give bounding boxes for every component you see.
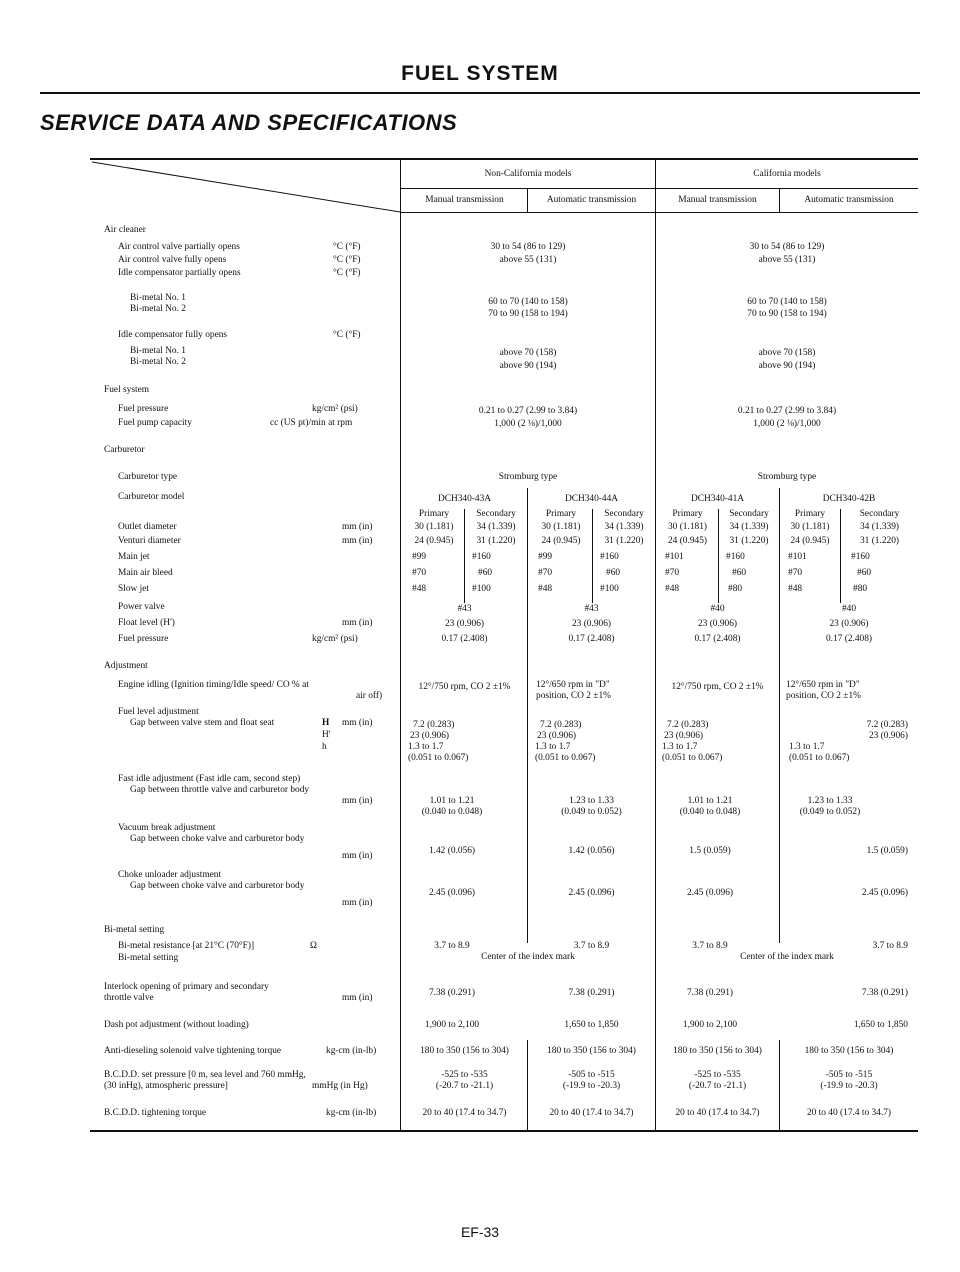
val-ca-bm-f2: above 90 (194)	[758, 361, 816, 371]
label-bcdd-torque: B.C.D.D. tightening torque	[104, 1108, 207, 1118]
val-nc-stromburg: Stromburg type	[498, 472, 558, 482]
unit-bcdd: mmHg (in Hg)	[312, 1081, 368, 1091]
label-dash-pot: Dash pot adjustment (without loading)	[104, 1020, 249, 1030]
cell-bcdd-2a: -505 to -515	[568, 1070, 615, 1080]
cell-mainjet-s4: #160	[851, 552, 870, 562]
cell-venturi-p3: 24 (0.945)	[667, 536, 708, 546]
cell-sj-p1: #48	[412, 584, 427, 594]
cell-idle-4b: position, CO 2 ±1%	[786, 691, 861, 701]
cell-mainjet-p1: #99	[412, 552, 427, 562]
unit-gap-throttle: mm (in)	[342, 796, 373, 806]
val-nc-pump: 1,000 (2 ⅛)/1,000	[494, 419, 562, 429]
val-nc-air1: 30 to 54 (86 to 129)	[490, 242, 566, 252]
cell-hp-4: 23 (0.906)	[868, 731, 908, 741]
cell-hp-2: 23 (0.906)	[537, 731, 577, 741]
cell-float-4: 23 (0.906)	[829, 619, 869, 629]
cell-mab-p2: #70	[538, 568, 553, 578]
cell-venturi-s1: 31 (1.220)	[476, 536, 516, 546]
cell-mainjet-p4: #101	[788, 552, 807, 562]
label-interlock-2: throttle valve	[104, 993, 154, 1003]
label-bcdd-1: B.C.D.D. set pressure [0 m, sea level and 760 mmHg,	[104, 1070, 306, 1080]
label-fast-idle: Fast idle adjustment (Fast idle cam, second step)	[118, 774, 301, 784]
label-gap-choke-2: Gap between choke valve and carburetor body	[130, 881, 305, 891]
cell-pv-4: #40	[841, 604, 857, 614]
unit-fuel-pump: cc (US pt)/min at rpm	[270, 418, 353, 428]
cell-sj-p2: #48	[538, 584, 553, 594]
cell-fp2-1: 0.17 (2.408)	[441, 634, 488, 644]
unit-air-partial: °C (°F)	[333, 242, 361, 252]
unit-interlock: mm (in)	[342, 993, 373, 1003]
label-bimetal1-partial: Bi-metal No. 1	[130, 293, 186, 303]
cell-res-3: 3.7 to 8.9	[692, 941, 728, 951]
val-ca-fuel-p: 0.21 to 0.27 (2.99 to 3.84)	[737, 406, 837, 416]
label-bimetal1-fully: Bi-metal No. 1	[130, 346, 186, 356]
unit-air-fully: °C (°F)	[333, 255, 361, 265]
header-ca-manual: Manual transmission	[678, 195, 757, 205]
cell-mainjet-p2: #99	[538, 552, 553, 562]
cell-il-4: 7.38 (0.291)	[861, 988, 908, 998]
table-bottom-rule	[90, 1130, 918, 1132]
header-rule	[40, 92, 920, 94]
cell-hp-1: 23 (0.906)	[410, 731, 450, 741]
label-air-fully: Air control valve fully opens	[118, 255, 227, 265]
label-air-off: air off)	[356, 691, 383, 701]
cell-pv-2: #43	[584, 604, 599, 614]
val-nc-bm-f1: above 70 (158)	[499, 348, 557, 358]
label-bimetal-setting-hdr: Bi-metal setting	[104, 925, 165, 935]
cell-mainjet-p3: #101	[665, 552, 684, 562]
cell-fi-3a: 1.01 to 1.21	[687, 796, 733, 806]
cell-bcdd-1b: (-20.7 to -21.1)	[435, 1081, 494, 1091]
cell-bt-4: 20 to 40 (17.4 to 34.7)	[806, 1108, 892, 1118]
label-power-valve: Power valve	[118, 602, 165, 612]
unit-bcdd-torque: kg-cm (in-lb)	[326, 1108, 377, 1118]
cell-fi-4a: 1.23 to 1.33	[807, 796, 853, 806]
unit-idle-fully: °C (°F)	[333, 330, 361, 340]
header-bottom-rule	[400, 212, 918, 213]
cell-venturi-s2: 31 (1.220)	[604, 536, 644, 546]
ps-secondary-4: Secondary	[859, 509, 900, 519]
cell-vb-4: 1.5 (0.059)	[866, 846, 908, 856]
label-bimetal-resistance: Bi-metal resistance [at 21°C (70°F)]	[118, 941, 255, 951]
val-ca-bm-p2: 70 to 90 (158 to 194)	[747, 309, 827, 319]
cell-h-3: 7.2 (0.283)	[667, 720, 709, 730]
cell-hs-1b: (0.051 to 0.067)	[408, 753, 469, 763]
unit-fuel-pressure: kg/cm² (psi)	[312, 404, 358, 414]
cell-cu-2: 2.45 (0.096)	[568, 888, 615, 898]
cell-pv-3: #40	[710, 604, 725, 614]
ps-secondary-3: Secondary	[729, 509, 769, 519]
cell-venturi-s4: 31 (1.220)	[859, 536, 900, 546]
cell-center-ca: Center of the index mark	[740, 952, 834, 962]
cell-cu-4: 2.45 (0.096)	[861, 888, 908, 898]
cell-float-1: 23 (0.906)	[444, 619, 485, 629]
cell-hs-1a: 1.3 to 1.7	[408, 742, 444, 752]
cell-hs-2b: (0.051 to 0.067)	[535, 753, 596, 763]
label-carb-model: Carburetor model	[118, 492, 185, 502]
cell-res-1: 3.7 to 8.9	[434, 941, 470, 951]
label-fuel-level-adj: Fuel level adjustment	[118, 707, 199, 717]
cell-ads-1: 180 to 350 (156 to 304)	[420, 1046, 509, 1056]
val-ca-pump: 1,000 (2 ⅛)/1,000	[753, 419, 821, 429]
unit-venturi: mm (in)	[342, 536, 373, 546]
ps-primary-4: Primary	[794, 509, 826, 519]
val-ca-bm-p1: 60 to 70 (140 to 158)	[747, 297, 827, 307]
unit-outlet: mm (in)	[342, 522, 373, 532]
val-model-44a: DCH340-44A	[564, 494, 619, 504]
cell-vb-3: 1.5 (0.059)	[689, 846, 731, 856]
cell-ads-3: 180 to 350 (156 to 304)	[673, 1046, 762, 1056]
label-fuel-pressure: Fuel pressure	[118, 404, 169, 414]
ps-secondary-1: Secondary	[476, 509, 516, 519]
header-non-california: Non-California models	[484, 169, 572, 179]
label-fuel-pump: Fuel pump capacity	[118, 418, 192, 428]
label-anti-dieseling: Anti-dieseling solenoid valve tightening torque	[104, 1046, 282, 1056]
cell-bt-1: 20 to 40 (17.4 to 34.7)	[422, 1108, 507, 1118]
cell-venturi-s3: 31 (1.220)	[729, 536, 769, 546]
label-main-jet: Main jet	[118, 552, 150, 562]
ps-primary-1: Primary	[418, 509, 450, 519]
cell-fi-4b: (0.049 to 0.052)	[799, 807, 861, 817]
col-divider-nc-mid	[527, 488, 528, 943]
cell-fi-2b: (0.049 to 0.052)	[561, 807, 622, 817]
cell-h-2: 7.2 (0.283)	[540, 720, 582, 730]
corner-diagonal	[90, 160, 402, 215]
cell-bcdd-1a: -525 to -535	[441, 1070, 488, 1080]
cell-res-2: 3.7 to 8.9	[573, 941, 610, 951]
label-idle-partial: Idle compensator partially opens	[118, 268, 241, 278]
cell-sj-s1: #100	[472, 584, 491, 594]
label-outlet: Outlet diameter	[118, 522, 177, 532]
label-carburetor: Carburetor	[104, 445, 145, 455]
unit-float-level: mm (in)	[342, 618, 373, 628]
val-model-42b: DCH340-42B	[822, 494, 876, 504]
val-nc-air2: above 55 (131)	[499, 255, 557, 265]
cell-idle-2b: position, CO 2 ±1%	[536, 691, 611, 701]
cell-bcdd-3b: (-20.7 to -21.1)	[688, 1081, 747, 1091]
label-gap-throttle: Gap between throttle valve and carburetor body	[130, 785, 310, 795]
cell-h-4: 7.2 (0.283)	[866, 720, 908, 730]
label-idle-fully: Idle compensator fully opens	[118, 330, 228, 340]
cell-outlet-p3: 30 (1.181)	[667, 522, 708, 532]
val-nc-bm-p2: 70 to 90 (158 to 194)	[488, 309, 568, 319]
cell-hs-2a: 1.3 to 1.7	[535, 742, 571, 752]
unit-gap-choke-2: mm (in)	[342, 898, 373, 908]
cell-outlet-p1: 30 (1.181)	[414, 522, 454, 532]
cell-sj-p4: #48	[788, 584, 803, 594]
cell-ads-2: 180 to 350 (156 to 304)	[547, 1046, 636, 1056]
cell-outlet-p2: 30 (1.181)	[541, 522, 581, 532]
val-ca-air2: above 55 (131)	[758, 255, 816, 265]
cell-outlet-p4: 30 (1.181)	[790, 522, 830, 532]
cell-bcdd-2b: (-19.9 to -20.3)	[562, 1081, 621, 1091]
label-fuel-system: Fuel system	[104, 385, 150, 395]
ps-primary-3: Primary	[672, 509, 703, 519]
cell-hs-4b: (0.051 to 0.067)	[789, 753, 850, 763]
cell-hs-3b: (0.051 to 0.067)	[662, 753, 723, 763]
label-float-level: Float level (H')	[118, 618, 175, 628]
label-vacuum-break: Vacuum break adjustment	[118, 823, 216, 833]
cell-sj-s3: #80	[728, 584, 743, 594]
cell-ads-4: 180 to 350 (156 to 304)	[804, 1046, 894, 1056]
cell-dp-1: 1,900 to 2,100	[424, 1020, 480, 1030]
label-bimetal2-fully: Bi-metal No. 2	[130, 357, 186, 367]
cell-mab-s3: #60	[732, 568, 747, 578]
ps-secondary-2: Secondary	[604, 509, 644, 519]
label-main-air: Main air bleed	[118, 568, 173, 578]
label-engine-idling: Engine idling (Ignition timing/Idle speed/ CO % at	[118, 680, 309, 690]
unit-gap-choke: mm (in)	[342, 851, 373, 861]
label-gap-valve-float: Gap between valve stem and float seat	[130, 718, 275, 728]
val-model-41a: DCH340-41A	[690, 494, 745, 504]
unit-idle-partial: °C (°F)	[333, 268, 361, 278]
val-nc-bm-p1: 60 to 70 (140 to 158)	[488, 297, 568, 307]
cell-bt-3: 20 to 40 (17.4 to 34.7)	[675, 1108, 760, 1118]
cell-bcdd-4b: (-19.9 to -20.3)	[820, 1081, 878, 1091]
header-california: California models	[753, 169, 821, 179]
cell-idle-1: 12°/750 rpm, CO 2 ±1%	[418, 682, 511, 692]
cell-mab-p4: #70	[788, 568, 803, 578]
label-bcdd-2: (30 inHg), atmospheric pressure]	[104, 1081, 228, 1091]
cell-outlet-s1: 34 (1.339)	[476, 522, 516, 532]
label-interlock-1: Interlock opening of primary and secondary	[104, 982, 269, 992]
cell-dp-2: 1,650 to 1,850	[564, 1020, 619, 1030]
cell-idle-2a: 12°/650 rpm in "D"	[536, 680, 610, 690]
header-divider	[400, 188, 918, 189]
unit-anti-dieseling: kg-cm (in-lb)	[326, 1046, 377, 1056]
label-h-prime: H'	[322, 730, 331, 740]
label-fuel-pressure-2: Fuel pressure	[118, 634, 169, 644]
cell-il-1: 7.38 (0.291)	[428, 988, 476, 998]
col-divider-ca-mid	[779, 488, 780, 943]
cell-outlet-s3: 34 (1.339)	[729, 522, 769, 532]
cell-mab-p3: #70	[665, 568, 680, 578]
cell-fp2-2: 0.17 (2.408)	[568, 634, 615, 644]
cell-vb-2: 1.42 (0.056)	[568, 846, 615, 856]
unit-h: mm (in)	[342, 718, 373, 728]
cell-bcdd-3a: -525 to -535	[694, 1070, 741, 1080]
cell-mainjet-s3: #160	[726, 552, 745, 562]
cell-pv-1: #43	[457, 604, 472, 614]
cell-venturi-p1: 24 (0.945)	[414, 536, 454, 546]
cell-mab-p1: #70	[412, 568, 427, 578]
cell-sj-p3: #48	[665, 584, 680, 594]
cell-res-4: 3.7 to 8.9	[872, 941, 908, 951]
cell-il-2: 7.38 (0.291)	[568, 988, 615, 998]
cell-fi-1a: 1.01 to 1.21	[429, 796, 475, 806]
cell-outlet-s2: 34 (1.339)	[604, 522, 644, 532]
label-carb-type: Carburetor type	[118, 472, 178, 482]
val-model-43a: DCH340-43A	[437, 494, 492, 504]
cell-outlet-s4: 34 (1.339)	[859, 522, 900, 532]
cell-cu-3: 2.45 (0.096)	[686, 888, 734, 898]
cell-venturi-p2: 24 (0.945)	[541, 536, 581, 546]
cell-hs-3a: 1.3 to 1.7	[662, 742, 698, 752]
cell-vb-1: 1.42 (0.056)	[428, 846, 476, 856]
cell-fi-3b: (0.040 to 0.048)	[679, 807, 741, 817]
cell-h-1: 7.2 (0.283)	[413, 720, 455, 730]
cell-hs-4a: 1.3 to 1.7	[789, 742, 825, 752]
label-bimetal-setting: Bi-metal setting	[118, 953, 179, 963]
val-nc-bm-f2: above 90 (194)	[499, 361, 557, 371]
ps-primary-2: Primary	[545, 509, 577, 519]
val-ca-stromburg: Stromburg type	[757, 472, 817, 482]
cell-center-nc: Center of the index mark	[481, 952, 575, 962]
label-gap-choke: Gap between choke valve and carburetor body	[130, 834, 305, 844]
cell-sj-s2: #100	[600, 584, 619, 594]
cell-float-2: 23 (0.906)	[571, 619, 612, 629]
cell-mab-s4: #60	[857, 568, 872, 578]
val-ca-air1: 30 to 54 (86 to 129)	[749, 242, 825, 252]
header-nc-manual: Manual transmission	[425, 195, 504, 205]
cell-il-3: 7.38 (0.291)	[686, 988, 734, 998]
unit-ohm: Ω	[310, 941, 317, 951]
val-nc-fuel-p: 0.21 to 0.27 (2.99 to 3.84)	[478, 406, 578, 416]
cell-venturi-p4: 24 (0.945)	[790, 536, 830, 546]
section-title: FUEL SYSTEM	[401, 62, 559, 85]
cell-idle-3: 12°/750 rpm, CO 2 ±1%	[671, 682, 764, 692]
val-ca-bm-f1: above 70 (158)	[758, 348, 816, 358]
cell-hp-3: 23 (0.906)	[664, 731, 704, 741]
label-h-small: h	[322, 742, 327, 752]
header-ca-automatic: Automatic transmission	[804, 195, 894, 205]
page-number: EF-33	[460, 1224, 500, 1240]
header-nc-automatic: Automatic transmission	[546, 195, 637, 205]
label-air-partial: Air control valve partially opens	[118, 242, 240, 252]
label-slow-jet: Slow jet	[118, 584, 149, 594]
cell-fp2-3: 0.17 (2.408)	[694, 634, 741, 644]
label-bimetal2-partial: Bi-metal No. 2	[130, 304, 186, 314]
label-venturi: Venturi diameter	[118, 536, 181, 546]
cell-mainjet-s1: #160	[472, 552, 491, 562]
label-h: H	[322, 718, 330, 728]
cell-mainjet-s2: #160	[600, 552, 619, 562]
label-choke-unloader: Choke unloader adjustment	[118, 870, 222, 880]
cell-float-3: 23 (0.906)	[697, 619, 738, 629]
label-adjustment: Adjustment	[104, 661, 148, 671]
cell-fi-1b: (0.040 to 0.048)	[421, 807, 483, 817]
cell-dp-3: 1,900 to 2,100	[682, 1020, 738, 1030]
col-divider-labels	[400, 158, 401, 1131]
cell-sj-s4: #80	[853, 584, 868, 594]
cell-fp2-4: 0.17 (2.408)	[825, 634, 873, 644]
cell-dp-4: 1,650 to 1,850	[853, 1020, 908, 1030]
cell-mab-s1: #60	[478, 568, 493, 578]
label-air-cleaner: Air cleaner	[104, 225, 146, 235]
cell-cu-1: 2.45 (0.096)	[428, 888, 476, 898]
cell-bcdd-4a: -505 to -515	[825, 1070, 873, 1080]
unit-fuel-pressure-2: kg/cm² (psi)	[312, 634, 358, 644]
cell-fi-2a: 1.23 to 1.33	[569, 796, 614, 806]
cell-idle-4a: 12°/650 rpm in "D"	[786, 680, 860, 690]
page-title: SERVICE DATA AND SPECIFICATIONS	[40, 110, 458, 135]
cell-bt-2: 20 to 40 (17.4 to 34.7)	[549, 1108, 634, 1118]
cell-mab-s2: #60	[606, 568, 621, 578]
